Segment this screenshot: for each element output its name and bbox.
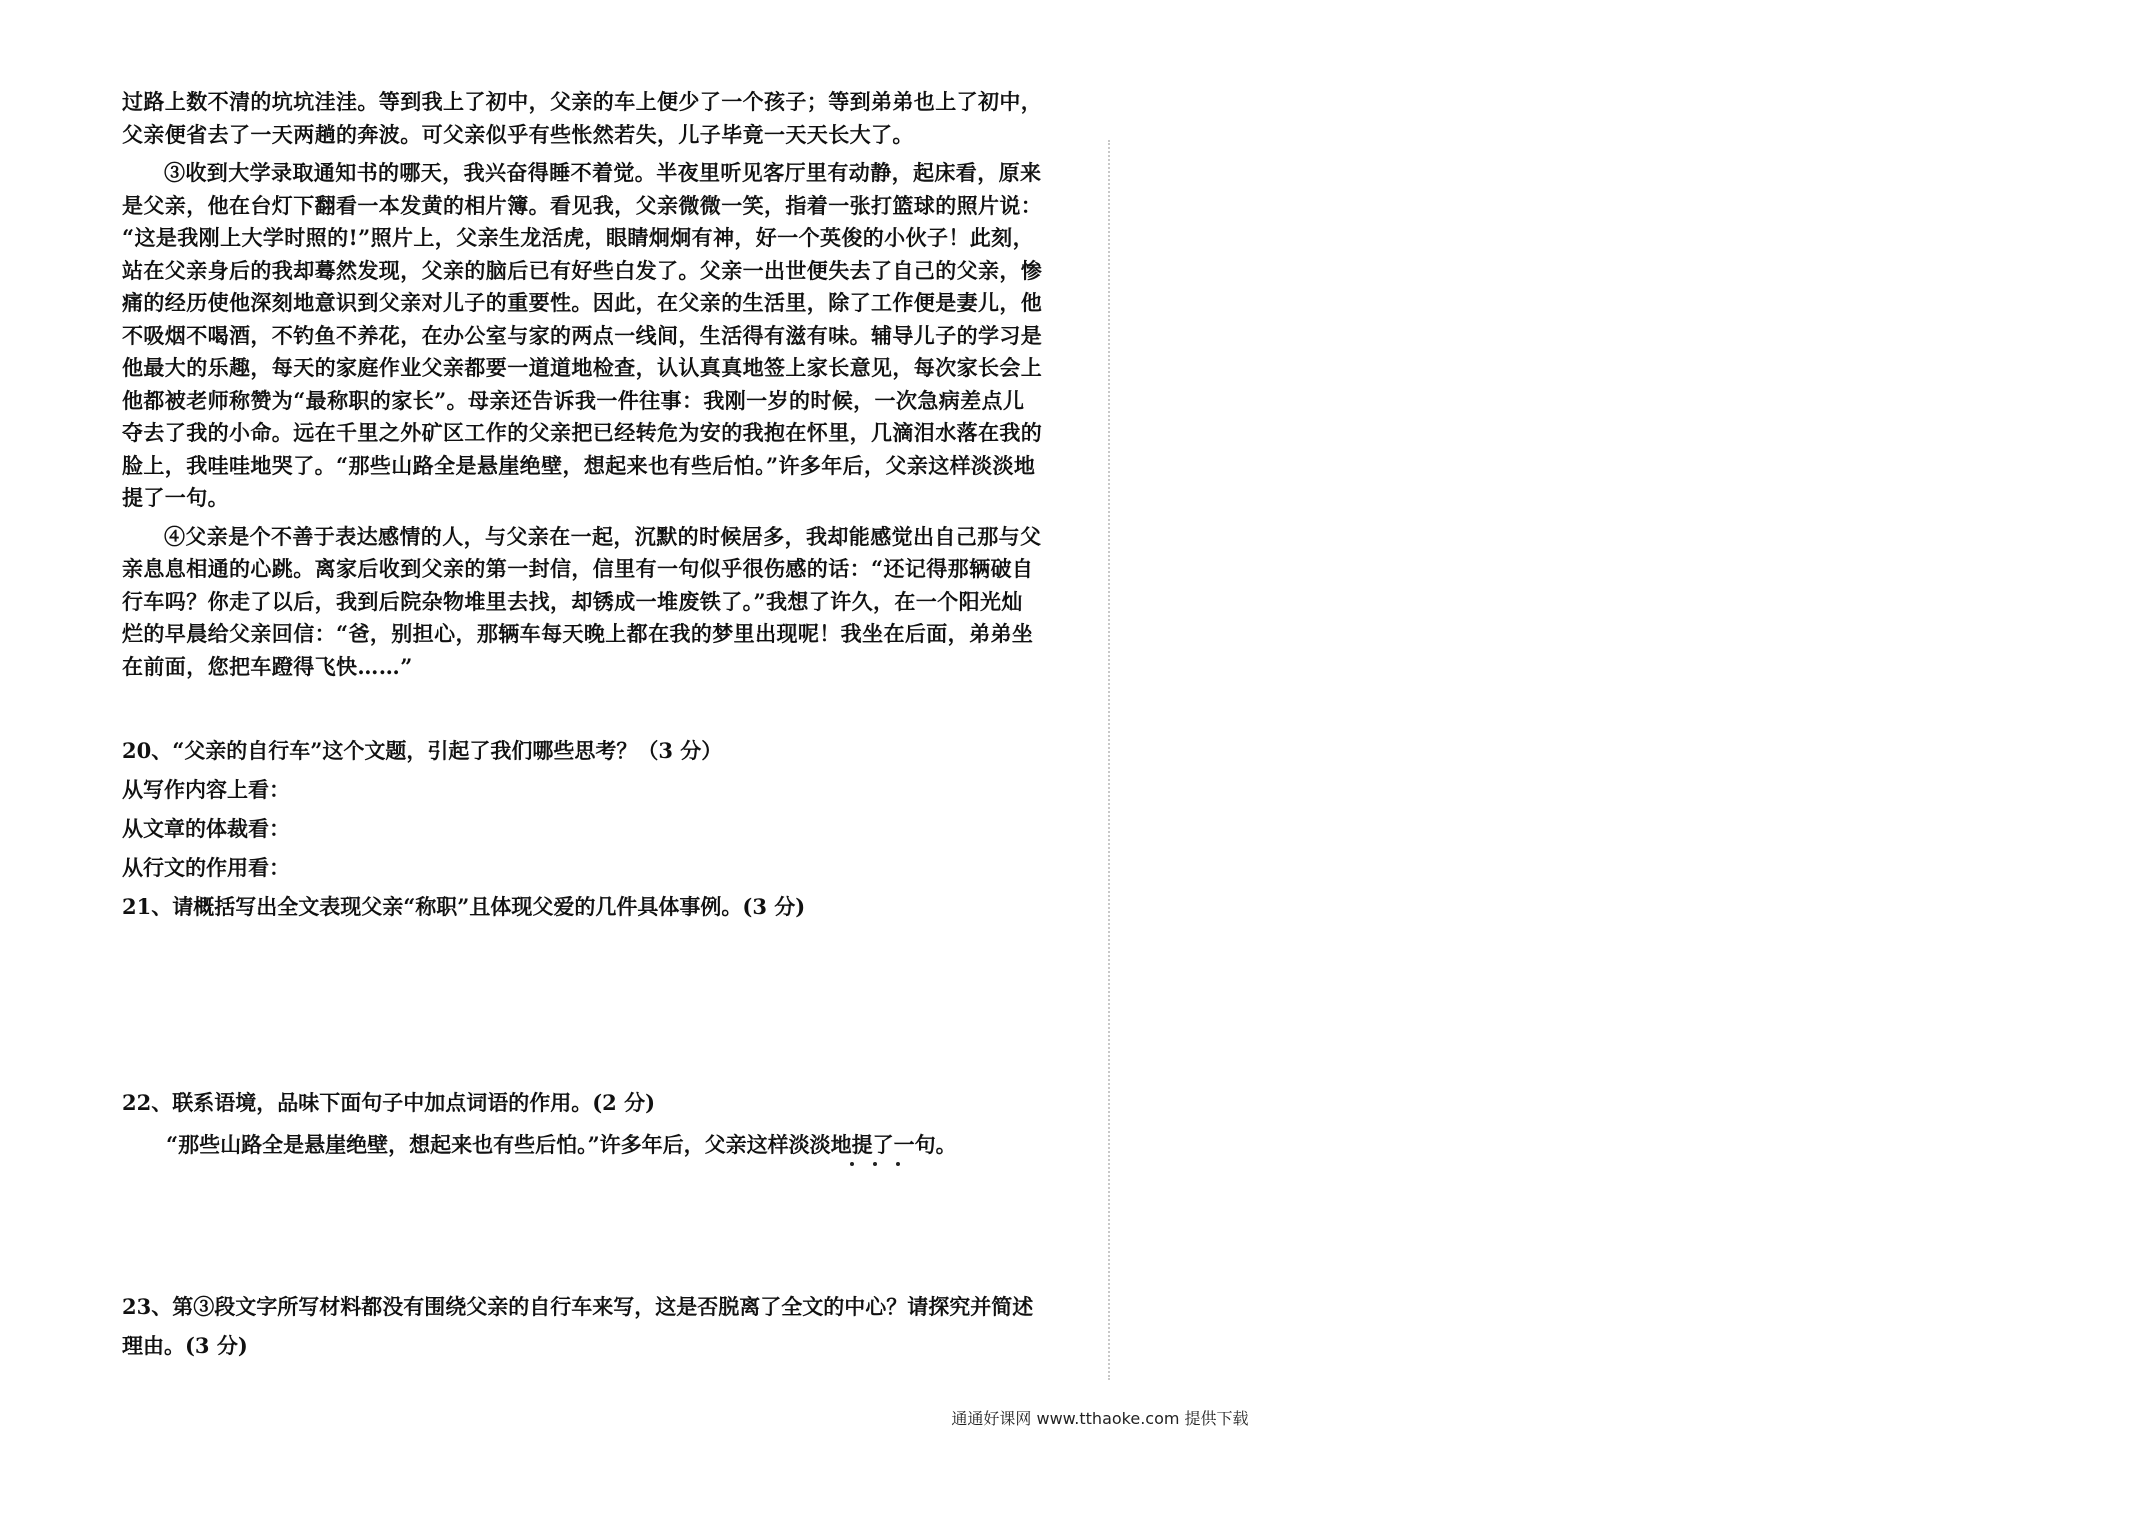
text-line: 提了一句。 bbox=[122, 485, 229, 510]
text-line: 脸上，我哇哇地哭了。“那些山路全是悬崖绝壁，想起来也有些后怕。”许多年后，父亲这样淡淡地 bbox=[122, 452, 1036, 478]
page-divider bbox=[1108, 140, 1110, 1380]
paragraph-4 bbox=[122, 521, 1068, 684]
page-footer: 通通好课网 www.tthaoke.com 提供下载 bbox=[951, 1409, 1249, 1428]
text-line: 烂的早晨给父亲回信：“爸，别担心，那辆车每天晚上都在我的梦里出现呢！我坐在后面，弟弟坐 bbox=[122, 621, 1034, 646]
text-line: 夺去了我的小命。远在千里之外矿区工作的父亲把已经转危为安的我抱在怀里，几滴泪水落在我的 bbox=[122, 420, 1043, 445]
text-line: 站在父亲身后的我却蓦然发现，父亲的脑后已有好些白发了。父亲一出世便失去了自己的父亲，惨 bbox=[122, 257, 1043, 283]
text-line: 他都被老师称赞为“最称职的家长”。母亲还告诉我一件往事：我刚一岁的时候，一次急病差点儿 bbox=[122, 387, 1025, 413]
text-line: 痛的经历使他深刻地意识到父亲对儿子的重要性。因此，在父亲的生活里，除了工作便是妻儿，他 bbox=[122, 290, 1043, 315]
question-20: 20、“父亲的自行车”这个文题，引起了我们哪些思考？（3 分） bbox=[122, 738, 723, 763]
text-line: 在前面，您把车蹬得飞快……” bbox=[122, 653, 413, 679]
reading-passage bbox=[122, 86, 1068, 689]
question-23-line1: 23、第③段文字所写材料都没有围绕父亲的自行车来写，这是否脱离了全文的中心？请探究并简述 bbox=[122, 1294, 1034, 1319]
text-line: 父亲便省去了一天两趟的奔波。可父亲似乎有些怅然若失，儿子毕竟一天天长大了。 bbox=[122, 121, 914, 147]
emphasis-dot bbox=[850, 1162, 854, 1166]
text-line: 不吸烟不喝酒，不钓鱼不养花，在办公室与家的两点一线间，生活得有滋有味。辅导儿子的学习是 bbox=[122, 322, 1043, 348]
question-21: 21、请概括写出全文表现父亲“称职”且体现父爱的几件具体事例。(3 分) bbox=[122, 894, 806, 919]
paragraph-continued bbox=[122, 86, 1068, 151]
text-line: ③收到大学录取通知书的哪天，我兴奋得睡不着觉。半夜里听见客厅里有动静，起床看，原来 bbox=[164, 160, 1042, 185]
text-line: 行车吗？你走了以后，我到后院杂物堆里去找，却锈成一堆废铁了。”我想了许久，在一个阳光灿 bbox=[122, 588, 1023, 614]
text-line: 过路上数不清的坑坑洼洼。等到我上了初中，父亲的车上便少了一个孩子；等到弟弟也上了初中， bbox=[122, 89, 1043, 114]
answer-prompt-genre: 从文章的体裁看： bbox=[122, 816, 290, 841]
text-line: 他最大的乐趣，每天的家庭作业父亲都要一道道地检查，认认真真地签上家长意见，每次家长会上 bbox=[122, 355, 1043, 380]
text-line: 亲息息相通的心跳。离家后收到父亲的第一封信，信里有一句似乎很伤感的话：“还记得那辆破自 bbox=[122, 556, 1034, 581]
text-line: “这是我刚上大学时照的!”照片上，父亲生龙活虎，眼睛炯炯有神，好一个英俊的小伙子！此刻， bbox=[122, 225, 1034, 250]
question-22: 22、联系语境，品味下面句子中加点词语的作用。(2 分) bbox=[122, 1090, 656, 1115]
answer-prompt-function: 从行文的作用看： bbox=[122, 855, 290, 880]
question-23-line2: 理由。(3 分) bbox=[122, 1333, 248, 1358]
paragraph-3 bbox=[122, 157, 1068, 515]
text-line: 是父亲，他在台灯下翻看一本发黄的相片簿。看见我，父亲微微一笑，指着一张打篮球的照片说： bbox=[122, 192, 1043, 218]
emphasis-dot bbox=[873, 1162, 877, 1166]
emphasis-dot bbox=[896, 1162, 900, 1166]
text-line: ④父亲是个不善于表达感情的人，与父亲在一起，沉默的时候居多，我却能感觉出自己那与父 bbox=[164, 523, 1042, 549]
answer-prompt-content: 从写作内容上看： bbox=[122, 777, 290, 802]
question-22-quote: “那些山路全是悬崖绝壁，想起来也有些后怕。”许多年后，父亲这样淡淡地提了一句。 bbox=[166, 1132, 957, 1157]
